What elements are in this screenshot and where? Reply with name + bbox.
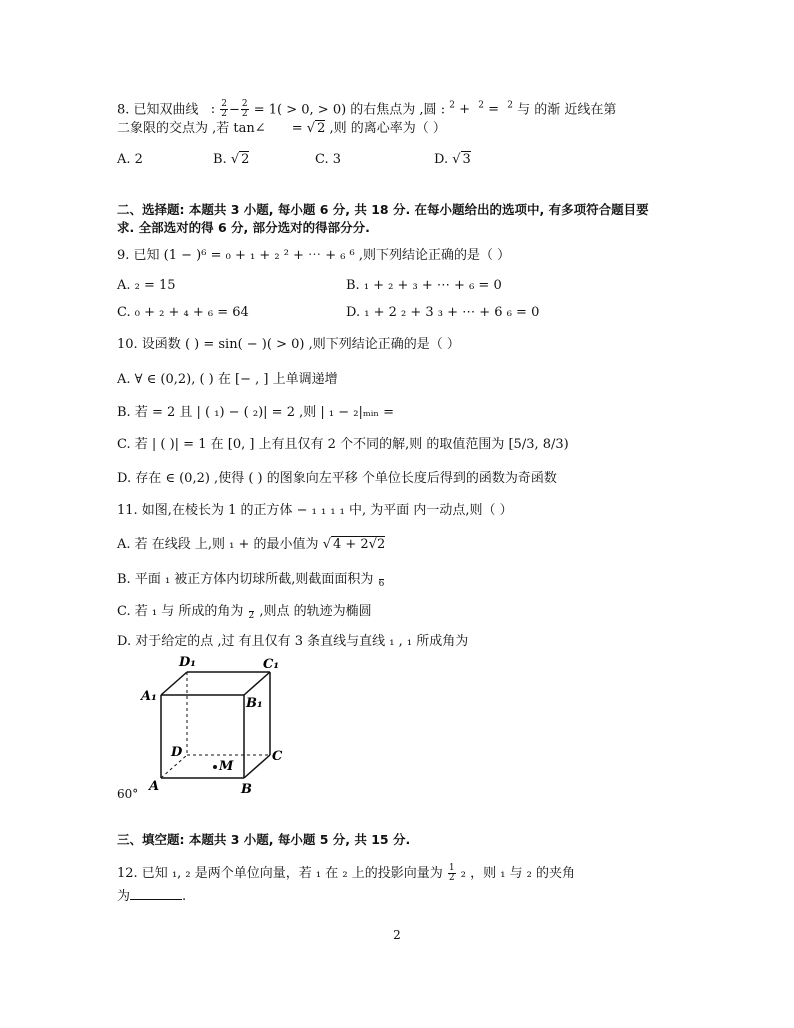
edge-a1d1 <box>161 672 187 695</box>
edge-b1c1 <box>244 672 270 695</box>
q9-option-d: D. ₁ + 2 ₂ + 3 ₃ + ⋯ + 6 ₆ = 0 <box>346 305 540 320</box>
section2-heading-line2: 求. 全部选对的得 6 分, 部分选对的得部分分. <box>117 220 370 235</box>
q8-line2-a: 二象限的交点为 ,若 tan∠ <box>117 121 266 136</box>
q8-option-c: C. 3 <box>315 152 342 167</box>
label-a1: A₁ <box>141 689 157 704</box>
q8-line2-b: ,则 的离心率为（ ） <box>329 121 446 136</box>
q12-fraction: $\frac{1}{2}$ <box>448 863 455 883</box>
section2-heading-line1: 二、选择题: 本题共 3 小题, 每小题 6 分, 共 18 分. 在每小题给出的选项中, 有多项符合题目要 <box>117 202 649 217</box>
q8-option-a: A. 2 <box>117 152 143 167</box>
label-b: B <box>241 782 252 797</box>
section3-heading: 三、填空题: 本题共 3 小题, 每小题 5 分, 共 15 分. <box>117 832 411 847</box>
page-number: 2 <box>393 928 401 942</box>
q8-line1: 8. 已知双曲线 : $\frac{2}{2}$ − $\frac{2}{2}$ = 1( > 0, > 0) 的右焦点为 ,圆 : $^2$ + $^2$ = $^2$ 与 的渐 近线在第 <box>117 99 617 120</box>
q10-option-c: C. 若 | ( )| = 1 在 [0, ] 上有且仅有 2 个不同的解,则 的取值范围为 [5/3, 8/3) <box>117 437 569 452</box>
q9-option-a: A. ₂ = 15 <box>117 278 176 293</box>
label-a: A <box>149 779 160 794</box>
label-c1: C₁ <box>263 657 280 672</box>
q11-stem: 11. 如图,在棱长为 1 的正方体 − ₁ ₁ ₁ ₁ 中, 为平面 内一动点,则（ ） <box>117 503 513 518</box>
q10-option-d: D. 存在 ∈ (0,2) ,使得 ( ) 的图象向左平移 个单位长度后得到的函数为奇函数 <box>117 471 557 486</box>
q8-option-b: B. √ 2 <box>213 152 250 167</box>
q10-option-b: B. 若 = 2 且 | ( ₁) − ( ₂)| = 2 ,则 | ₁ − ₂|ₘᵢₙ = <box>117 405 395 420</box>
label-d: D <box>171 745 183 760</box>
q12-line1: 12. 已知 ₁, ₂ 是两个单位向量，若 ₁ 在 ₂ 上的投影向量为 $\frac{1}{2}$ ₂ ，则 ₁ 与 ₂ 的夹角 <box>117 863 576 883</box>
point-m <box>213 765 217 769</box>
q8-line1-b: = 1( > 0, > 0) 的右焦点为 ,圆 : <box>253 102 446 118</box>
edge-bc <box>244 755 270 778</box>
label-c: C <box>272 749 283 764</box>
angle-note: 60° <box>117 787 139 801</box>
q12-line2: 为 . <box>117 889 187 904</box>
q8-line2: 二象限的交点为 ,若 tan∠ = √ 2 ,则 的离心率为（ ） <box>117 121 446 136</box>
q8-option-d: D. √ 3 <box>434 152 471 167</box>
q8-line1-c: 与 的渐 近线在第 <box>517 102 617 118</box>
q11-option-d: D. 对于给定的点 ,过 有且仅有 3 条直线与直线 ₁ , ₁ 所成角为 <box>117 634 469 649</box>
q11-option-a-radicand: 4 + 2√2 <box>332 537 386 552</box>
q9-stem: 9. 已知 (1 − )⁶ = ₀ + ₁ + ₂ ² + ⋯ + ₆ ⁶ ,则下列结论正确的是（ ） <box>117 248 511 263</box>
q8-fraction-x: $\frac{2}{2}$ <box>221 99 227 120</box>
q8-line1-a: 8. 已知双曲线 <box>117 102 199 118</box>
q9-option-b: B. ₁ + ₂ + ₃ + ⋯ + ₆ = 0 <box>346 278 502 293</box>
q10-option-a: A. ∀ ∈ (0,2), ( ) 在 [− , ] 上单调递增 <box>117 372 338 387</box>
q11-option-c: C. 若 ₁ 与 所成的角为 2 ,则点 的轨迹为椭圆 <box>117 604 372 621</box>
cube-figure <box>135 652 305 800</box>
q11-option-a: A. 若 在线段 上,则 ₁ + 的最小值为 √ 4 + 2√2 <box>117 537 386 552</box>
label-m: M <box>219 759 234 774</box>
q10-stem: 10. 设函数 ( ) = sin( − )( > 0) ,则下列结论正确的是（ ） <box>117 337 460 352</box>
q8-fraction-y: $\frac{2}{2}$ <box>241 99 248 120</box>
q12-answer-blank[interactable] <box>130 887 182 900</box>
label-b1: B₁ <box>246 696 263 711</box>
q11-option-b: B. 平面 ₁ 被正方体内切球所截,则截面面积为 6 <box>117 572 385 589</box>
q9-option-c: C. ₀ + ₂ + ₄ + ₆ = 64 <box>117 305 249 320</box>
label-d1: D₁ <box>179 655 196 670</box>
